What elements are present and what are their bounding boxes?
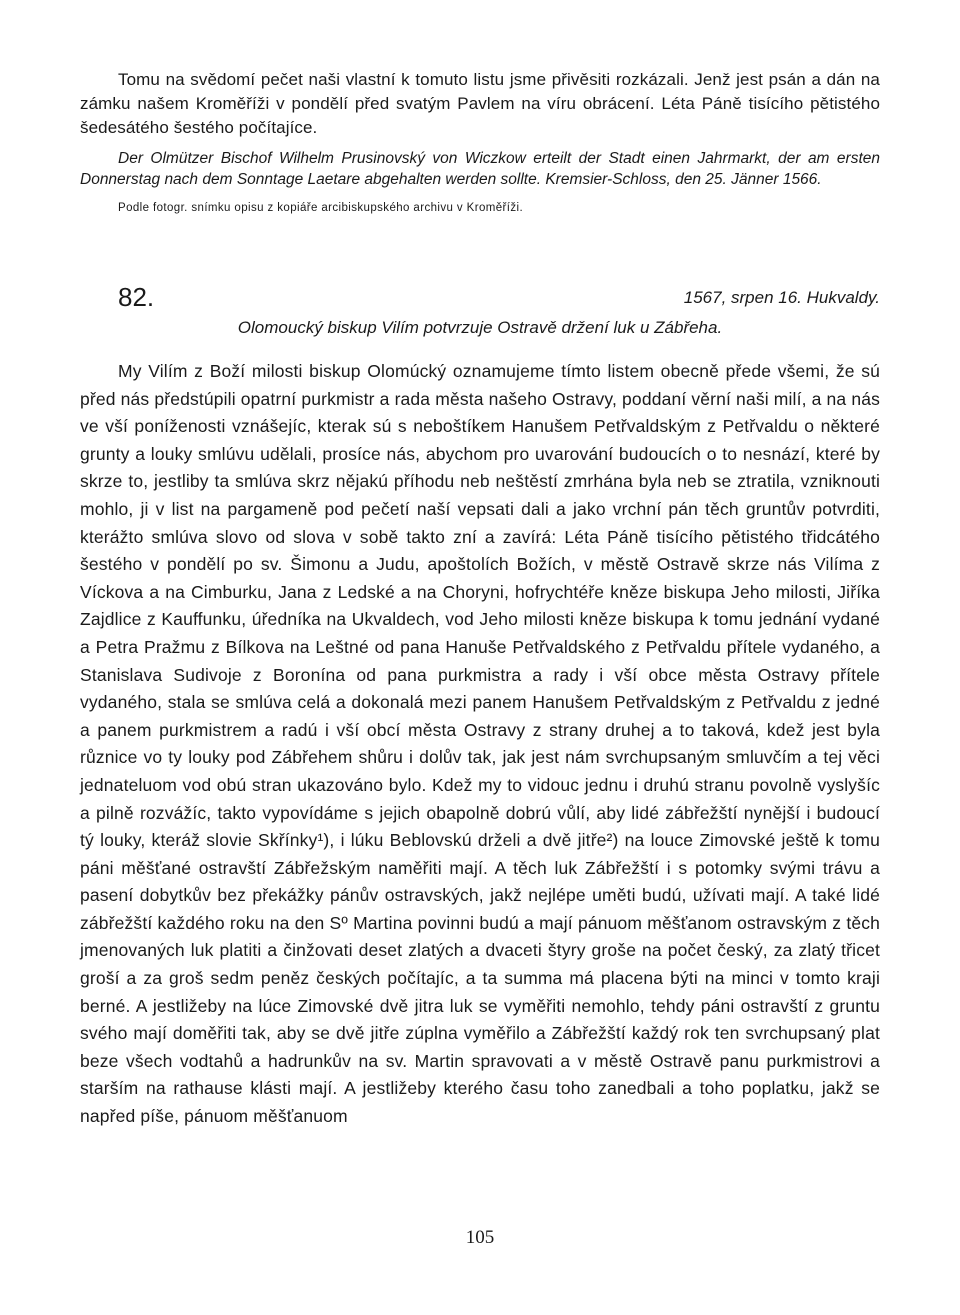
german-summary: Der Olmützer Bischof Wilhelm Prusinovský von Wiczkow erteilt der Stadt einen Jahrmarkt, der am ersten Donnerstag nach dem Sonntage Laetare abgehalten werden sollte. Kremsier-Schloss, den 25. Jänner 1566. — [80, 150, 880, 188]
source-note: Podle fotogr. snímku opisu z kopiáře arcibiskupského archivu v Kroměříži. — [118, 202, 524, 214]
document-body: My Vilím z Boží milosti biskup Olomúcký oznamujeme tímto listem obecně přede všemi, že sú před nás předstúpili opatrní purkmistr a rada města našeho Ostravy, poddaní věrní naši milí, a na nás ve vší poníženosti vznášejíc, kterak sú s neboštíkem Hanušem Petřvaldským z Petřvaldu o některé grunty a louky smlúvu udělali, prosíce nás, abychom pro uvarování budoucích o to nesnází, které by skrze to, jestliby ta smlúva skrz nějakú příhodu neb neštěstí zmrhána byla neb se ztratila, vzniknouti mohlo, ji v list na pargameně pod pečetí naší vepsati dali a jako vrchní pán těch gruntův potvrditi, kterážto smlúva slovo od slova v sobě takto zní a zavírá: Léta Páně tisícího pětistého třidcátého šestého v pondělí po sv. Šimonu a Judu, apoštolích Božích, v městě Ostravě skrze nás Vilíma z Víckova a na Cimburku, Jana z Ledské a na Choryni, hofrychtéře kněze biskupa Jeho milosti, Jiříka Zajdlice z Kauffunku, úředníka na Ukvaldech, vod Jeho milosti kněze biskupa k tomu jednání vydané a Petra Pražmu z Bílkova na Leštné od pana Hanuše Petřvaldského z Petřvaldu přítele vydaného, a Stanislava Sudivoje z Boronína od pana purkmistra a rady i vší obce města Ostravy přítele vydaného, stala se smlúva celá a dokonalá mezi panem Hanušem Petřvaldským z Petřvaldu z jedné a panem purkmistrem a radú i vší obcí města Ostravy z strany druhej a to taková, kdež jest byla různice vo ty louky pod Zábřehem shůru i dolův tak, jak jest nám svrchupsaným smluvčím a tej věci jednateluom vod obú stran ukazováno bylo. Kdež my to vidouc jednu i druhú stranu povolně vyslyšíc a pilně rozvážíc, takto vypovídáme s jejich obapolně dobrú vůlí, aby lidé zábřežští nynější i budoucí tý louky, kteráž slovie Skřínky¹), i lúku Beblovskú drželi a dvě jitře²) na louce Zimovské ještě k tomu páni měšťané ostravští Zábřežským naměřiti mají. A těch luk Zábřežští i s potomky svými trávu a pasení dobytkův bez překážky pánův ostravských, jakž nejlépe uměti budú, užívati mají. A také lidé zábřežští každého roku na den Sº Martina povinni budú a mají pánuom měšťanom ostravským z těch jmenovaných luk platiti a činžovati deset zlatých a dvaceti štyry groše na počet český, za zlatý třicet groší a za groš sedm peněz českých počítajíc, a ta summa má placena býti na minci v tomto kraji berné. A jestližeby na lúce Zimovské dvě jitra luk se vyměřiti nemohlo, tehdy páni ostravští z gruntu svého mají doměřiti tak, aby se dvě jitře zúplna vyměřilo a Zábřežští každý rok ten svrchupsaný plat beze všech vodtahů a hadrunkův na sv. Martin spravovati a v městě Ostravě panu purkmistrovi a starším na rathause klásti mají. A jestližeby kterého času toho zanedbali a toho poplatku, jakž se napřed píše, pánuom měšťanuom — [80, 361, 880, 1127]
page-number: 105 — [465, 1227, 495, 1248]
previous-document-tail — [80, 68, 880, 140]
closing-paragraph: Tomu na svědomí pečet naši vlastní k tomuto listu jsme přivěsiti rozkázali. Jenž jest psán a dán na zámku našem Kroměříži v pondělí před svatým Pavlem na víru obrácení. Léta Páně tisícího pětistého šedesátého šestého počítajíce. — [80, 70, 880, 137]
document-header — [80, 280, 880, 314]
document-date-place: 1567, srpen 16. Hukvaldy. — [683, 288, 880, 307]
document-title: Olomoucký biskup Vilím potvrzuje Ostravě držení luk u Zábřeha. — [237, 318, 723, 337]
document-number: 82. — [118, 282, 155, 312]
